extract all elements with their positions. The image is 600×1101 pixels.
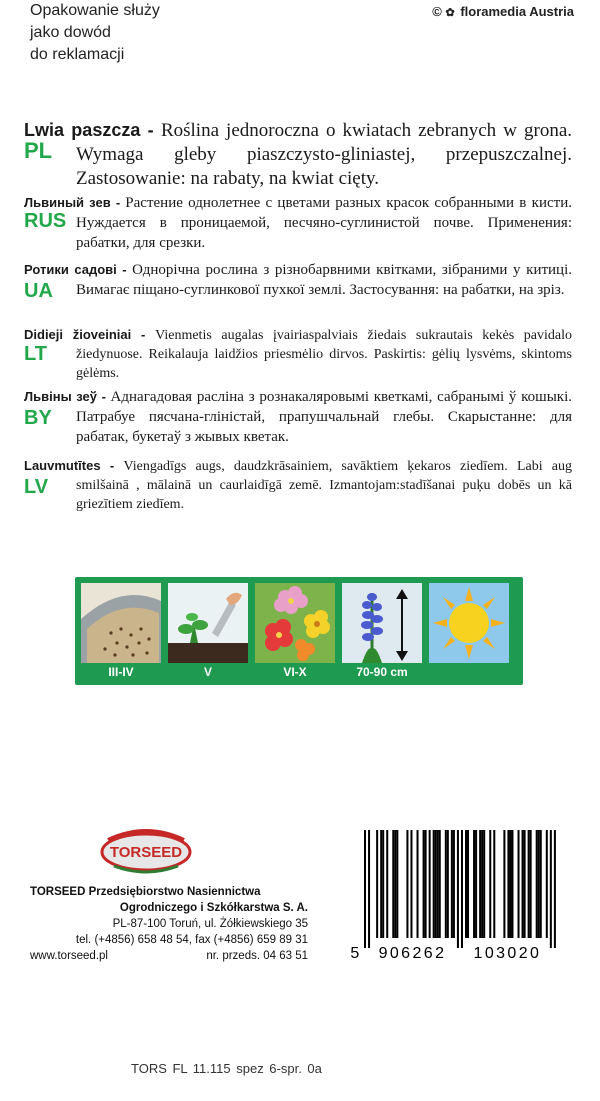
barcode-bar <box>392 830 394 938</box>
barcode-bar <box>530 830 532 938</box>
copyright-mark: © <box>432 4 442 19</box>
plant-name-lt: Didieji žioveiniai - <box>24 327 156 342</box>
barcode-bar <box>423 830 425 938</box>
barcode-bar <box>386 830 388 938</box>
torseed-logo-text: TORSEED <box>109 844 183 861</box>
barcode-bar <box>461 830 463 948</box>
floramedia-brand <box>432 4 574 19</box>
full-sun-icon <box>429 583 509 663</box>
barcode-digits-left: 906262 <box>378 945 447 960</box>
barcode-bar <box>465 830 467 938</box>
barcode-bar <box>509 830 511 938</box>
barcode-bar <box>382 830 384 938</box>
barcode-bar <box>522 830 524 938</box>
plant-name-lv: Lauvmutītes - <box>24 458 124 473</box>
floramedia-logo-icon: ✿ <box>445 7 455 19</box>
barcode-bar <box>417 830 419 938</box>
barcode <box>350 830 568 960</box>
plant-name-rus: Львиный зев - <box>24 195 126 210</box>
barcode-bar <box>475 830 477 938</box>
barcode-bar <box>380 830 382 938</box>
company-info <box>30 884 308 964</box>
barcode-bar <box>473 830 475 938</box>
torseed-logo <box>98 826 194 874</box>
plant-height-icon <box>342 583 422 663</box>
barcode-bar <box>507 830 509 938</box>
plant-name-ua: Ротики садові - <box>24 262 133 277</box>
description-lv: Viengadīgs augs, daudzkrāsainiem, savāktiem ķekaros ziedīem. Labi aug smilšainā , mālainā un caurlaidīgā zemē. Izmantojam:stadīšanai puķu dobēs un kā griezītiem ziedīem. <box>76 459 572 512</box>
description-rus: Растение однолетнее с цветами разных красок собранными в кисти. Нуждается в проницаемой, песчяно-суглинистой почве. Применения: рабатки, для срезки. <box>76 195 572 251</box>
flowering-time-icon <box>255 583 335 663</box>
barcode-bar <box>394 830 396 938</box>
description-pl: Roślina jednoroczna o kwiatach zebranych w grona. Wymaga gleby piaszczysto-gliniastej, przepuszczalnej. Zastosowanie: na rabaty, na kwiat cięty. <box>76 120 573 189</box>
barcode-bar <box>481 830 483 938</box>
sowing-time-icon <box>81 583 161 663</box>
section-lv <box>24 456 572 514</box>
company-registration: nr. przeds. 04 63 51 <box>206 950 308 962</box>
note-line-3: do reklamacji <box>30 46 125 63</box>
note-line-1: Opakowanie służy <box>30 2 160 19</box>
barcode-bar <box>479 830 481 938</box>
barcode-bar <box>524 830 526 938</box>
print-code: TORS FL 11.115 spez 6-spr. 0a <box>131 1061 322 1076</box>
description-lt: Vienmetis augalas įvairiaspalviais žiedais sukrautais kekės pavidalo žiedynuose. Reikalauja laidžios priesmėlio dirvos. Paskirtis: gėlių lysvėms, skintoms gėlėms. <box>76 328 572 381</box>
company-address: PL-87-100 Toruń, ul. Żółkiewskiego 35 <box>112 918 308 930</box>
barcode-bar <box>396 830 398 938</box>
brand-name: floramedia Austria <box>460 4 574 19</box>
barcode-bar <box>406 830 408 938</box>
company-website[interactable]: www.torseed.pl <box>30 950 108 962</box>
barcode-bar <box>410 830 412 938</box>
barcode-bar <box>518 830 520 938</box>
description-ua: Однорічна рослина з різнобарвними квітками, зібраними у китиці. Вимагає піщано-суглинкової пухкої землі. Застосування: на рабатки, на зріз. <box>76 262 572 298</box>
barcode-bar <box>368 830 370 948</box>
barcode-bar <box>445 830 447 938</box>
sowing-label: III-IV <box>108 665 134 679</box>
cultivation-pictograms <box>75 577 523 685</box>
barcode-bar <box>433 830 435 938</box>
company-phone: tel. (+4856) 658 48 54, fax (+4856) 659 89 31 <box>75 934 308 946</box>
barcode-bar <box>439 830 441 938</box>
barcode-bar <box>540 830 542 938</box>
lang-code-pl: PL <box>24 138 53 163</box>
barcode-digit-first: 5 <box>350 945 362 960</box>
barcode-bar <box>536 830 538 938</box>
barcode-bar <box>425 830 427 938</box>
section-lt <box>24 325 572 383</box>
barcode-bar <box>437 830 439 938</box>
company-name-line2: Ogrodniczego i Szkółkarstwa S. A. <box>119 902 308 914</box>
section-ua <box>24 260 572 300</box>
barcode-bar <box>511 830 513 938</box>
barcode-bar <box>503 830 505 938</box>
note-line-2: jako dowód <box>30 24 111 41</box>
barcode-bar <box>435 830 437 938</box>
barcode-bar <box>457 830 459 948</box>
barcode-bar <box>550 830 552 948</box>
barcode-bar <box>453 830 455 938</box>
lang-code-lt: LT <box>24 343 47 365</box>
description-by: Аднагадовая расліна з рознакаляровымі кветкамі, сабранымі ў кошыкі. Патрабуе пясчана-гліністай, прапушчальнай глебы. Скарыстанне: для рабатак, букетаў з жывых кветак. <box>76 389 572 445</box>
section-rus <box>24 193 572 253</box>
barcode-bar <box>546 830 548 938</box>
barcode-bar <box>429 830 431 938</box>
barcode-bar <box>483 830 485 938</box>
company-name-line1: TORSEED Przedsiębiorstwo Nasiennictwa <box>30 886 261 898</box>
barcode-bar <box>447 830 449 938</box>
planting-label: V <box>203 665 212 679</box>
flowering-label: VI-X <box>283 665 307 679</box>
barcode-bar <box>451 830 453 938</box>
lang-code-lv: LV <box>24 476 49 498</box>
lang-code-ua: UA <box>24 280 53 302</box>
barcode-bar <box>493 830 495 938</box>
plant-name-pl: Lwia paszcza - <box>24 120 161 140</box>
barcode-bar <box>554 830 556 948</box>
lang-code-by: BY <box>24 407 52 429</box>
section-pl <box>24 118 572 191</box>
barcode-bar <box>538 830 540 938</box>
lang-code-rus: RUS <box>24 210 67 232</box>
planting-time-icon <box>168 583 248 663</box>
height-label: 70-90 cm <box>356 665 408 679</box>
barcode-bar <box>528 830 530 938</box>
complaint-note <box>30 0 160 66</box>
barcode-bar <box>489 830 491 938</box>
plant-name-by: Львіны зеў - <box>24 389 111 404</box>
barcode-bar <box>467 830 469 938</box>
barcode-digits-right: 103020 <box>473 945 542 960</box>
section-by <box>24 387 572 447</box>
barcode-bar <box>376 830 378 938</box>
barcode-bar <box>364 830 366 948</box>
